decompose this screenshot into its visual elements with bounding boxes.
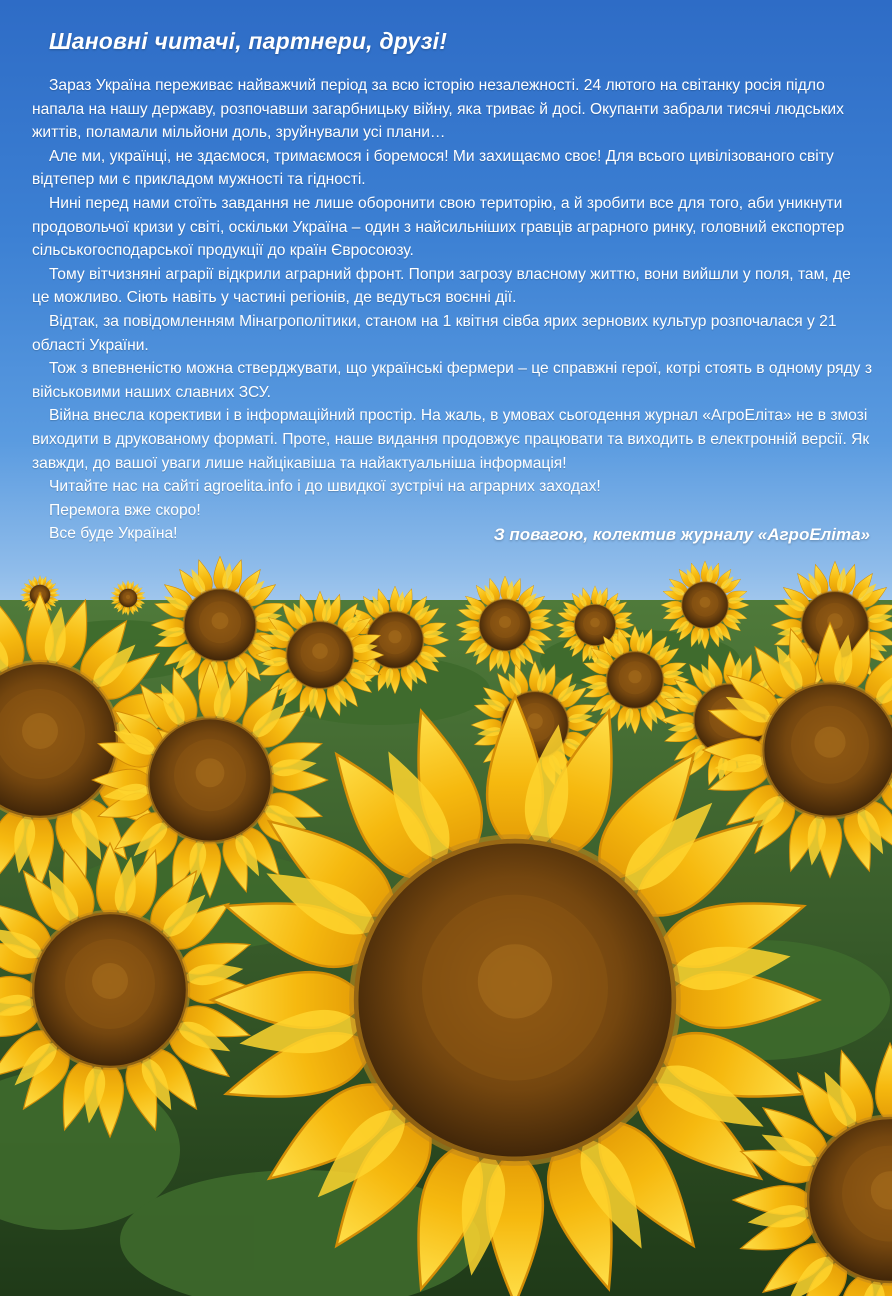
letter-paragraph: Все буде Україна! (49, 525, 178, 543)
letter-paragraph: Зараз Україна переживає найважчий період за всю історію незалежності. 24 лютого на світанку росія підло напала на нашу державу, розпочавши загарбницьку війну, яка триває й досі. Окупанти забрали тисячі людських життів, поламали мільйони доль, зруйнували усі плани… (32, 77, 844, 142)
letter-paragraph: Тож з впевненістю можна стверджувати, що українські фермери – це справжні герої, котрі стоять в одному ряду з військовими наших славних ЗСУ. (32, 360, 872, 401)
letter-body (32, 74, 872, 546)
letter-paragraph: Війна внесла корективи і в інформаційний простір. На жаль, в умовах сьогодення журнал «АгроЕліта» не в змозі виходити в друкованому форматі. Проте, наше видання продовжує працювати та виходить в електронній версії. Як завжди, до вашої уваги лише найцікавіша та найактуальніша інформація! (32, 407, 870, 472)
letter-signature: З повагою, колектив журналу «АгроЕліта» (493, 525, 870, 544)
letter-paragraph: Відтак, за повідомленням Мінагрополітики, станом на 1 квітня сівба ярих зернових культур розпочалася у 21 області України. (32, 312, 837, 354)
letter-paragraph: Читайте нас на сайті agroelita.info і до швидкої зустрічі на аграрних заходах! (49, 478, 601, 496)
letter-heading: Шановні читачі, партнери, друзі! (49, 28, 448, 54)
letter-paragraph: Перемога вже скоро! (49, 501, 201, 519)
letter-paragraph: Але ми, українці, не здаємося, тримаємося і боремося! Ми захищаємо своє! Для всього цивілізованого світу відтепер ми є прикладом мужності та гідності. (32, 147, 834, 189)
letter-paragraph: Тому вітчизняні аграрії відкрили аграрний фронт. Попри загрозу власному життю, вони вийшли у поля, там, де це можливо. Сіють навіть у частині регіонів, де ведуться воєнні дії. (32, 265, 851, 307)
letter-paragraph: Нині перед нами стоїть завдання не лише оборонити свою територію, а й зробити все для того, аби уникнути продовольчої кризи у світі, оскільки Україна – один з найсильніших гравців аграрного ринку, головний експортер сільськогосподарської продукції до країн Євросоюзу. (32, 194, 845, 260)
